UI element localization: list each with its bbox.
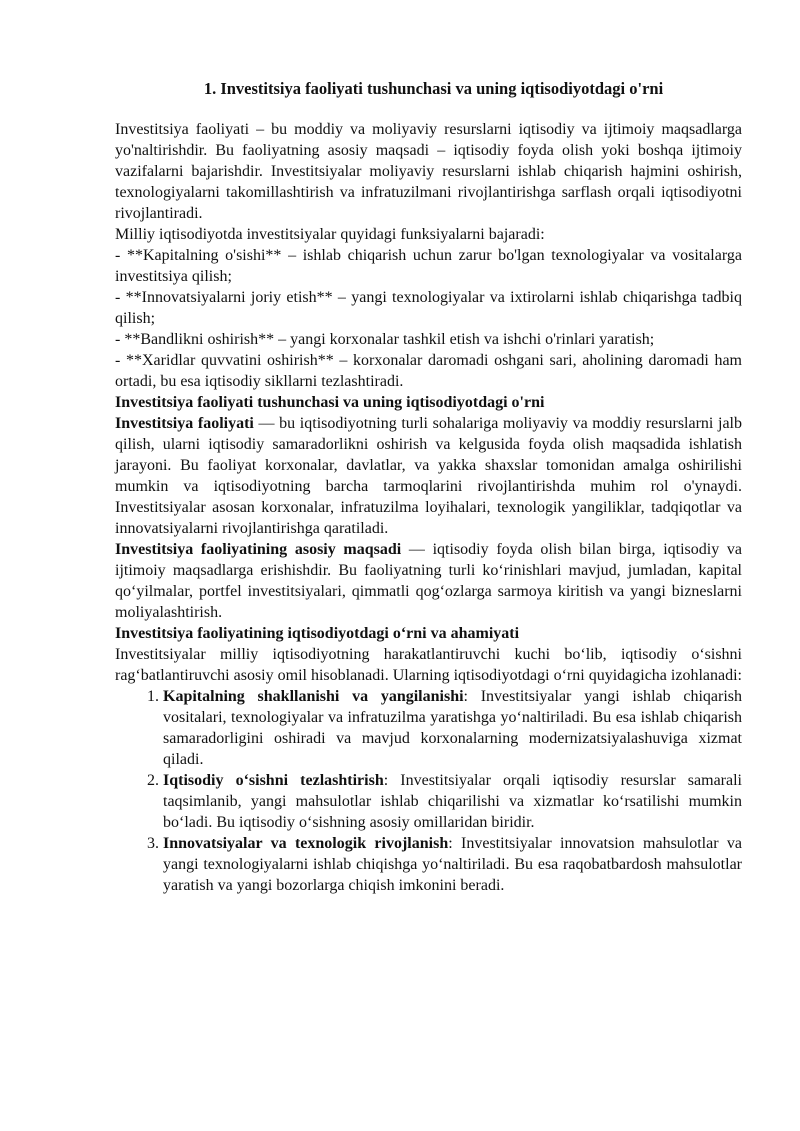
function-item-innovation: - **Innovatsiyalarni joriy etish** – yangi texnologiyalar va ixtirolarni ishlab chiqarishga tadbiq qilish; <box>115 289 742 327</box>
goal-term: Investitsiya faoliyatining asosiy maqsadi <box>115 541 402 558</box>
role-heading: Investitsiya faoliyatining iqtisodiyotdagi oʻrni va ahamiyati <box>115 625 520 642</box>
list-item <box>163 770 742 833</box>
function-item-capital: - **Kapitalning o'sishi** – ishlab chiqarish uchun zarur bo'lgan texnologiyalar va vositalarga investitsiya qilish; <box>115 247 742 285</box>
list-item <box>163 833 742 896</box>
list-item-term: Kapitalning shakllanishi va yangilanishi <box>163 688 464 705</box>
role-paragraph: Investitsiyalar milliy iqtisodiyotning harakatlantiruvchi kuchi boʻlib, iqtisodiy oʻsishni ragʻbatlantiruvchi asosiy omil hisoblanadi. Ularning iqtisodiyotdagi oʻrni quyidagicha izohlanadi: <box>115 646 742 684</box>
definition-paragraph <box>115 413 742 539</box>
intro-paragraph: Investitsiya faoliyati – bu moddiy va moliyaviy resurslarni iqtisodiy va ijtimoiy maqsadlarga yo'naltirishdir. Bu faoliyatning asosiy maqsadi – iqtisodiy foyda olish yoki boshqa ijtimoiy vazifalarni bajarishdir. Investitsiyalar moliyaviy resurslarni ishlab chiqarish hajmini oshirish, texnologiyalarni takomillashtirish va infratuzilmani rivojlantirishga sarflash orqali iqtisodiyotni rivojlantiradi. <box>115 121 742 222</box>
function-item-employment: - **Bandlikni oshirish** – yangi korxonalar tashkil etish va ishchi o'rinlari yaratish; <box>115 331 655 348</box>
functions-lead: Milliy iqtisodiyotda investitsiyalar quyidagi funksiyalarni bajaradi: <box>115 226 545 243</box>
list-item-term: Iqtisodiy oʻsishni tezlashtirish <box>163 772 384 789</box>
list-item <box>163 686 742 770</box>
section-heading: Investitsiya faoliyati tushunchasi va uning iqtisodiyotdagi o'rni <box>115 394 545 411</box>
function-item-purchasing: - **Xaridlar quvvatini oshirish** – korxonalar daromadi oshgani sari, aholining daromadi ham ortadi, bu esa iqtisodiy sikllarni tezlashtiradi. <box>115 352 742 390</box>
list-item-text: : Investitsiyalar innovatsion mahsulotlar va yangi texnologiyalarni ishlab chiqishga yoʻnaltiriladi. Bu esa raqobatbardosh mahsulotlar yaratish va yangi bozorlarga chiqish imkonini beradi. <box>163 835 743 894</box>
role-list <box>115 686 742 896</box>
definition-text: — bu iqtisodiyotning turli sohalariga moliyaviy va moddiy resurslarni jalb qilish, ularni iqtisodiy samaradorlikni oshirish va kelgusida foyda olish maqsadida ishlatish jarayoni. Bu faoliyat korxonalar, davlatlar, va yakka shaxslar tomonidan amalga oshirilishi mumkin va iqtisodiyotning barcha tarmoqlarini rivojlantirishda muhim rol o'ynaydi. Investitsiyalar asosan korxonalar, infratuzilma loyihalari, texnologik yangiliklar, tadqiqotlar va innovatsiyalarni rivojlantirishga qaratiladi. <box>115 415 743 537</box>
list-item-text: : Investitsiyalar orqali iqtisodiy resurslar samarali taqsimlanib, yangi mahsulotlar ishlab chiqarilishi va xizmatlar koʻrsatilishi mumkin boʻladi. Bu iqtisodiy oʻsishning asosiy omillaridan biridir. <box>163 772 742 831</box>
definition-term: Investitsiya faoliyati <box>115 415 254 432</box>
document-title: 1. Investitsiya faoliyati tushunchasi va uning iqtisodiyotdagi o'rni <box>203 79 664 98</box>
goal-text: — iqtisodiy foyda olish bilan birga, iqtisodiy va ijtimoiy maqsadlarga erishishdir. Bu faoliyatning turli koʻrinishlari mavjud, jumladan, kapital qoʻyilmalar, portfel investitsiyalari, qimmatli qogʻozlarga sarmoya kiritish va yangi bizneslarni moliyalashtirish. <box>115 541 742 621</box>
goal-paragraph <box>115 539 742 623</box>
list-item-term: Innovatsiyalar va texnologik rivojlanish <box>163 835 449 852</box>
list-item-text: : Investitsiyalar yangi ishlab chiqarish vositalari, texnologiyalar va infratuzilma yaratishga yoʻnaltiriladi. Bu esa ishlab chiqarish samaradorligini oshiradi va mavjud korxonalarning modernizatsiyalashuviga xizmat qiladi. <box>163 688 742 768</box>
